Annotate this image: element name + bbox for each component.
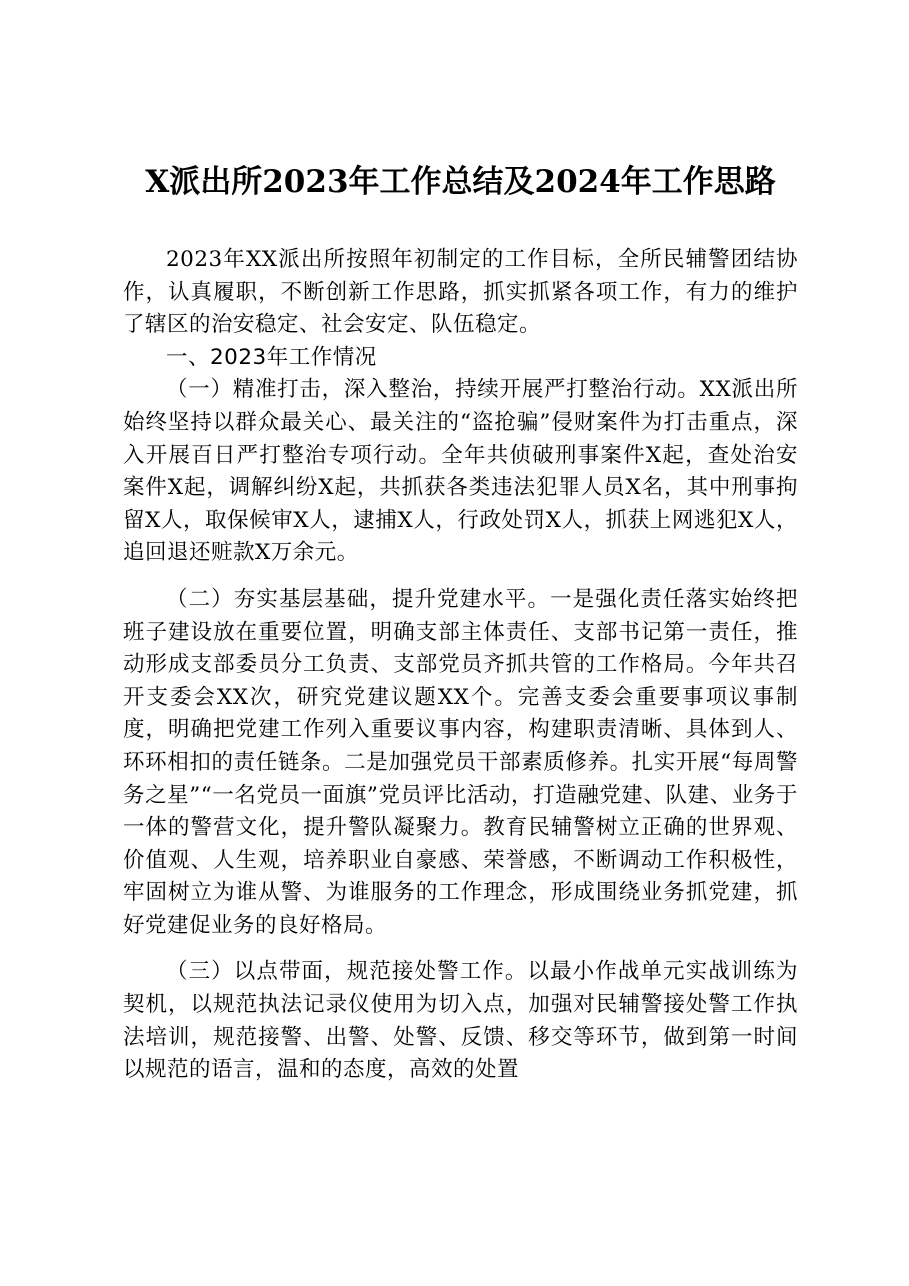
document-body [123,244,798,1087]
paragraph-party-building: （二）夯实基层基础，提升党建水平。一是强化责任落实始终把班子建设放在重要位置，明确支部主体责任、支部书记第一责任，推动形成支部委员分工负责、支部党员齐抓共管的工作格局。今年共召开支委会XX次，研究党建议题XX个。完善支委会重要事项议事制度，明确把党建工作列入重要议事内容，构建职责清晰、具体到人、环环相扣的责任链条。二是加强党员干部素质修养。扎实开展“每周警务之星”“一名党员一面旗”党员评比活动，打造融党建、队建、业务于一体的警营文化，提升警队凝聚力。教育民辅警树立正确的世界观、价值观、人生观，培养职业自豪感、荣誉感，不断调动工作积极性，牢固树立为谁从警、为谁服务的工作理念，形成围绕业务抓党建，抓好党建促业务的良好格局。 [123,586,798,938]
section-heading-2023: 一、2023年工作情况 [166,344,377,370]
paragraph-crackdown: （一）精准打击，深入整治，持续开展严打整治行动。XX派出所始终坚持以群众最关心、最关注的“盗抢骗”侵财案件为打击重点，深入开展百日严打整治专项行动。全年共侦破刑事案件X起，查处治安案件X起，调解纠纷X起，共抓获各类违法犯罪人员X名，其中刑事拘留X人，取保候审X人，逮捕X人，行政处罚X人，抓获上网逃犯X人，追回退还赃款X万余元。 [123,377,798,566]
document-title: X派出所2023年工作总结及2024年工作思路 [145,164,776,200]
paragraph-police-response: （三）以点带面，规范接处警工作。以最小作战单元实战训练为契机，以规范执法记录仪使用为切入点，加强对民辅警接处警工作执法培训，规范接警、出警、处警、反馈、移交等环节，做到第一时间以规范的语言，温和的态度，高效的处置 [123,959,798,1083]
intro-paragraph: 2023年XX派出所按照年初制定的工作目标，全所民辅警团结协作，认真履职，不断创新工作思路，抓实抓紧各项工作，有力的维护了辖区的治安稳定、社会安定、队伍稳定。 [123,247,798,338]
